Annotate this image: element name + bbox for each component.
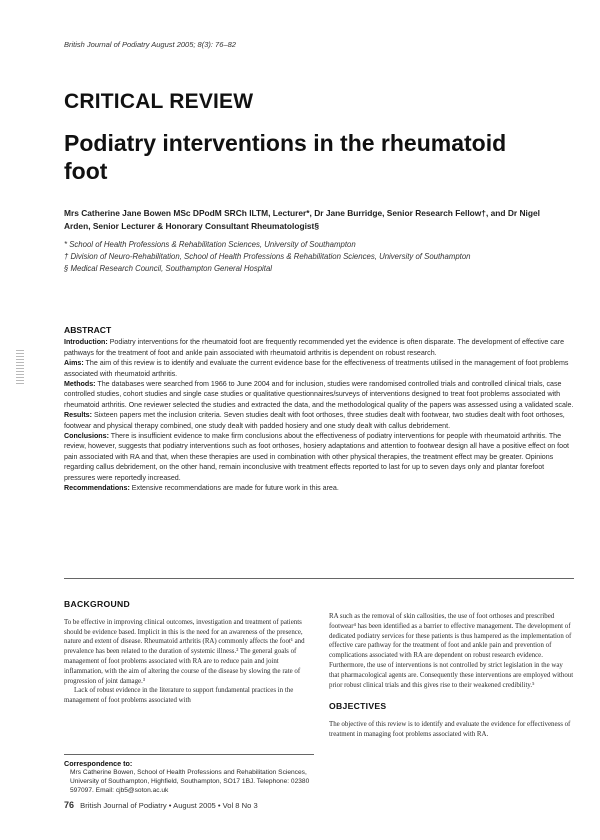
correspondence-text: Mrs Catherine Bowen, School of Health Professions and Rehabilitation Sciences, University of Southampton, Highfield, Southampton, SO17 1BJ. Telephone: 02380 597097. Email: cjb5@soton.ac.uk [70, 769, 310, 794]
body-column-right [329, 612, 574, 740]
abstract-label: Conclusions: [64, 432, 109, 441]
abstract-label: Methods: [64, 380, 96, 389]
margin-scan-mark [16, 350, 24, 384]
abstract-heading: ABSTRACT [64, 325, 112, 335]
abstract-text: There is insufficient evidence to make firm conclusions about the effectiveness of podiatry interventions for people with rheumatoid arthritis. The review, however, suggests that podiatry interventions such as foot orthoses, hosiery adaptations and attention to footwear design all have a positive effect on foot pain associated with RA and that, when these therapies are used in combination with other physical therapies, the treatment effect may be greater. Opinions regarding callus debridement, on the other hand, remain inconclusive with treatment effects reported to last for up to seven days only and plantar forefoot pressures were reportedly increased. [64, 432, 570, 482]
correspondence-block [64, 754, 314, 795]
background-heading: BACKGROUND [64, 599, 131, 609]
abstract-text: The databases were searched from 1966 to June 2004 and for inclusion, studies were randomised controlled trials and controlled clinical trials, case controlled studies, cohort studies and single case studies or qualitative questionnaires/surveys of interventions designed to treat foot problems associated with rheumatoid arthritis. One reviewer selected the studies and extracted the data, and the methodological quality of the papers was assessed using a validated scale. [64, 380, 574, 409]
abstract-methods [64, 379, 574, 410]
abstract-text: Extensive recommendations are made for future work in this area. [129, 484, 339, 493]
abstract-results [64, 410, 574, 431]
body-paragraph: RA such as the removal of skin callosities, the use of foot orthoses and prescribed footwear⁴ has been identified as a barrier to effective management. The development of dedicated podiatry services for these patients is thus hampered as the implementation of effective care pathway for the treatment of foot and ankle pain and prevention of complications associated with RA are dependent on robust research evidence. Furthermore, the use of interventions is not controlled by strict legislation in the way that pharmacological agents are. Consequently these interventions are employed without prior robust clinical trials and this gives rise to their weakened credibility.⁵ [329, 613, 574, 689]
article-title: Podiatry interventions in the rheumatoid foot [64, 130, 507, 184]
author-list: Mrs Catherine Jane Bowen MSc DPodM SRCh ILTM, Lecturer*, Dr Jane Burridge, Senior Research Fellow†, and Dr Nigel Arden, Senior Lecturer & Honorary Consultant Rheumatologist§ [64, 208, 540, 231]
abstract [64, 325, 574, 494]
abstract-label: Aims: [64, 359, 84, 368]
section-label: CRITICAL REVIEW [64, 90, 254, 113]
affiliation-item: † Division of Neuro-Rehabilitation, School of Health Professions & Rehabilitation Sciences, University of Southampton [64, 252, 471, 261]
abstract-recommendations [64, 483, 574, 493]
abstract-conclusions [64, 431, 574, 483]
body-paragraph: To be effective in improving clinical outcomes, investigation and treatment of patients should be evidence based. Implicit in this is the need for an awareness of the presence, nature and extent of disease. Rheumatoid arthritis (RA) commonly affects the foot¹ and prevalence has been related to the duration of systemic illness.² The general goals of management of foot problems associated with RA are to reduce pain and joint inflammation, with the aim of altering the course of the disease by slowing the rate of progression of joint damage.³ [64, 618, 305, 685]
affiliation-item: § Medical Research Council, Southampton General Hospital [64, 264, 273, 273]
body-column-left [64, 600, 309, 706]
abstract-label: Introduction: [64, 338, 108, 347]
objectives-heading: OBJECTIVES [329, 701, 387, 712]
abstract-text: The aim of this review is to identify and evaluate the current evidence base for the effectiveness of treatments utilised in the management of foot problems associated with rheumatoid arthritis. [64, 359, 569, 378]
abstract-label: Results: [64, 411, 92, 420]
affiliations [64, 239, 564, 275]
abstract-aims [64, 358, 574, 379]
abstract-introduction [64, 337, 574, 358]
abstract-label: Recommendations: [64, 484, 130, 493]
affiliation-item: * School of Health Professions & Rehabilitation Sciences, University of Southampton [64, 240, 356, 249]
correspondence-label: Correspondence to: [64, 759, 133, 768]
footer-running-text: British Journal of Podiatry • August 2005 • Vol 8 No 3 [80, 801, 258, 810]
abstract-text: Sixteen papers met the inclusion criteria. Seven studies dealt with foot orthoses, three studies dealt with footwear, two studies dealt with foot orthoses, footwear and physical therapy combined, one study dealt with padded hosiery and one study dealt with callus debridement. [64, 411, 565, 430]
page-number: 76 [64, 800, 75, 810]
journal-citation-header: British Journal of Podiatry August 2005; 8(3): 76–82 [64, 40, 236, 49]
abstract-text: Podiatry interventions for the rheumatoid foot are frequently recommended yet the evidence is often disparate. The development of effective care pathways for the treatment of foot and ankle pain associated with rheumatoid arthritis is dependent on robust research. [64, 338, 565, 357]
section-divider [64, 578, 574, 579]
page-footer [64, 800, 258, 810]
body-paragraph: The objective of this review is to identify and evaluate the evidence for effectiveness of treatment in managing foot problems associated with RA. [329, 721, 571, 738]
body-paragraph: Lack of robust evidence in the literature to support fundamental practices in the management of foot problems associated with [64, 687, 294, 705]
